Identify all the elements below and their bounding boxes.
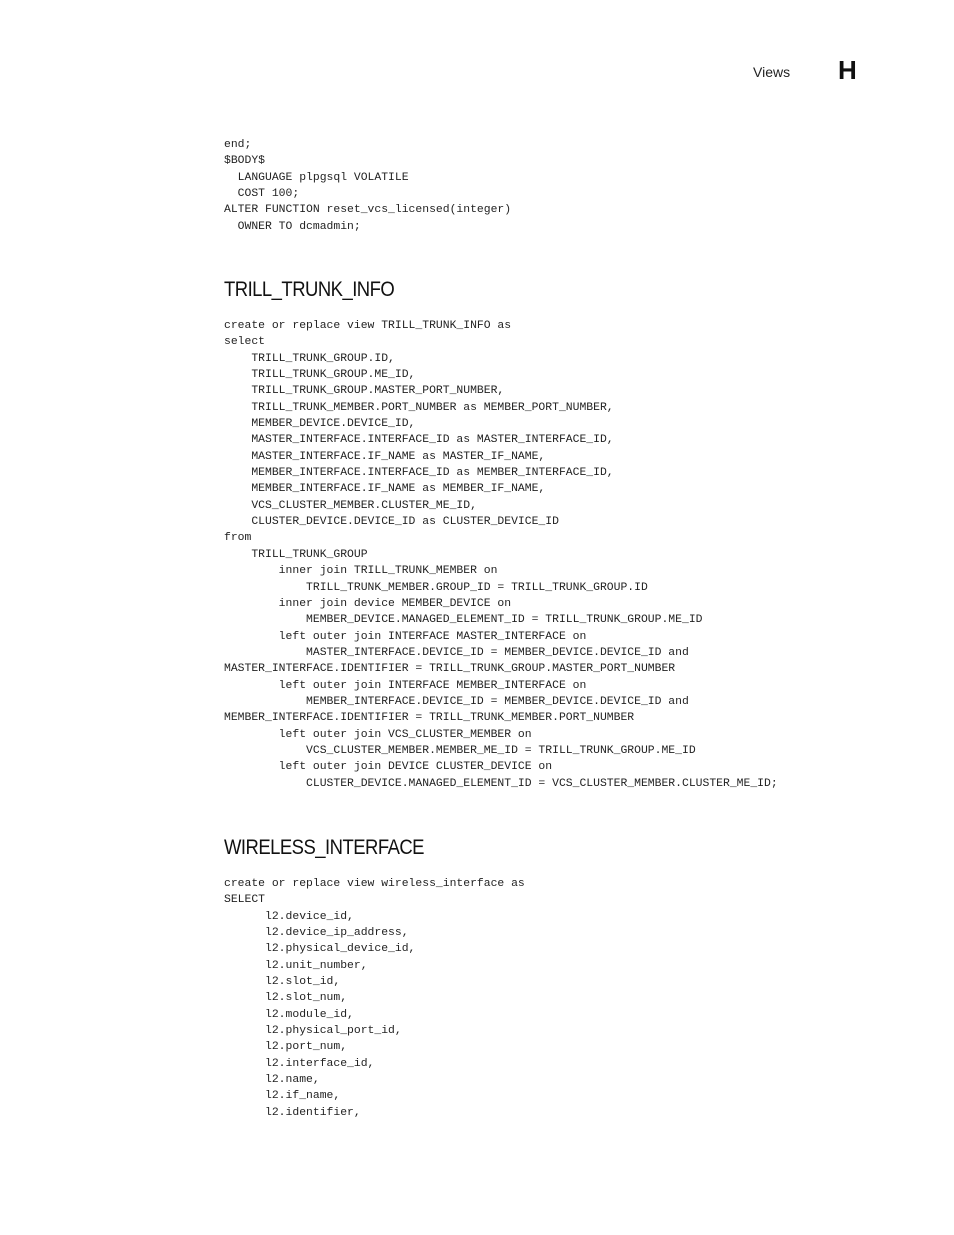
- running-header-section: Views: [753, 64, 791, 80]
- section-heading-wireless-interface: WIRELESS_INTERFACE: [224, 836, 424, 859]
- code-block-trill-trunk-info: create or replace view TRILL_TRUNK_INFO as select TRILL_TRUNK_GROUP.ID, TRILL_TRUNK_GROUP.ME_ID, TRILL_TRUNK_GROUP.MASTER_PORT_NUMBER, TRILL_TRUNK_MEMBER.PORT_NUMBER as MEMBER_PORT_NUMBER, MEMBER_DEVICE.DEVICE_ID, MASTER_INTERFACE.INTERFACE_ID as MASTER_INTERFACE_ID, MASTER_INTERFACE.IF_NAME as MASTER_IF_NAME, MEMBER_INTERFACE.INTERFACE_ID as MEMBER_INTERFACE_ID, MEMBER_INTERFACE.IF_NAME as MEMBER_IF_NAME, VCS_CLUSTER_MEMBER.CLUSTER_ME_ID, CLUSTER_DEVICE.DEVICE_ID as CLUSTER_DEVICE_ID from TRILL_TRUNK_GROUP inner join TRILL_TRUNK_MEMBER on TRILL_TRUNK_MEMBER.GROUP_ID = TRILL_TRUNK_GROUP.ID inner join device MEMBER_DEVICE on MEMBER_DEVICE.MANAGED_ELEMENT_ID = TRILL_TRUNK_GROUP.ME_ID left outer join INTERFACE MASTER_INTERFACE on MASTER_INTERFACE.DEVICE_ID = MEMBER_DEVICE.DEVICE_ID and MASTER_INTERFACE.IDENTIFIER = TRILL_TRUNK_GROUP.MASTER_PORT_NUMBER left outer join INTERFACE MEMBER_INTERFACE on MEMBER_INTERFACE.DEVICE_ID = MEMBER_DEVICE.DEVICE_ID and MEMBER_INTERFACE.IDENTIFIER = TRILL_TRUNK_MEMBER.PORT_NUMBER left outer join VCS_CLUSTER_MEMBER on VCS_CLUSTER_MEMBER.MEMBER_ME_ID = TRILL_TRUNK_GROUP.ME_ID left outer join DEVICE CLUSTER_DEVICE on CLUSTER_DEVICE.MANAGED_ELEMENT_ID = VCS_CLUSTER_MEMBER.CLUSTER_ME_ID;: [224, 320, 778, 790]
- code-block-wireless-interface: create or replace view wireless_interface as SELECT l2.device_id, l2.device_ip_address, l2.physical_device_id, l2.unit_number, l2.slot_id, l2.slot_num, l2.module_id, l2.physical_port_id, l2.port_num, l2.interface_id, l2.name, l2.if_name, l2.identifier,: [224, 878, 525, 1119]
- running-header-chapter-letter: H: [838, 55, 857, 85]
- code-block-function-end: end; $BODY$ LANGUAGE plpgsql VOLATILE COST 100; ALTER FUNCTION reset_vcs_licensed(integer) OWNER TO dcmadmin;: [224, 139, 512, 233]
- section-heading-trill-trunk-info: TRILL_TRUNK_INFO: [224, 278, 395, 301]
